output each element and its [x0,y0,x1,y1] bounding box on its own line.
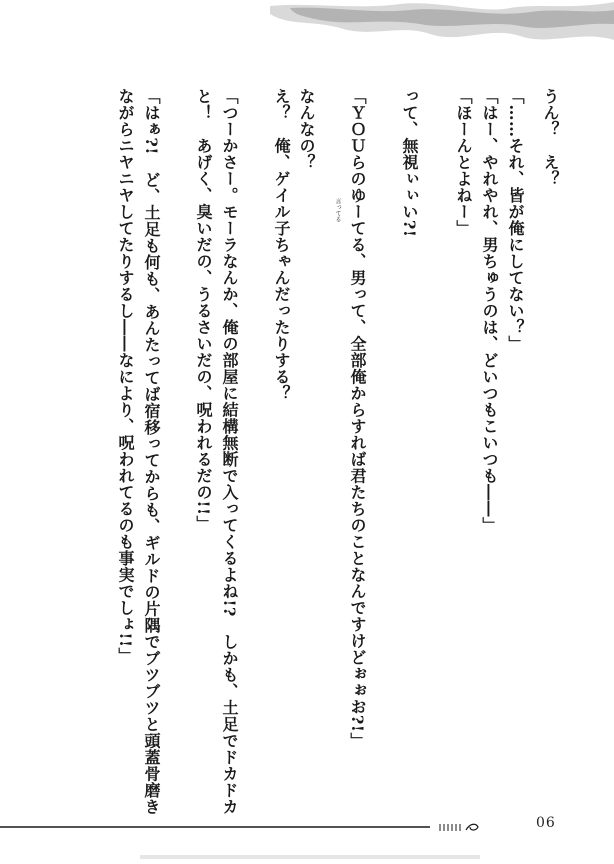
text-line: うん？ え？ [541,88,560,187]
page-number: 06 [536,815,556,831]
text-line: え？ 俺、ゲイル子ちゃんだったりする？ [272,88,291,402]
text-line: 「はー、やれやれ、男ちゅうのは、どいつもこいつも――」 [480,88,499,534]
text-line: 「ほーんとよねー」 [454,88,473,237]
vertical-text-body [58,88,560,815]
footer-rule-ornament [0,822,480,832]
text-line: って、無視ぃぃい?! [400,88,419,238]
text-line: 「つーかさー。モーラなんか、俺の部屋に結構無断で入ってくるよね!? しかも、土足でドカドカ [220,88,239,815]
bleed-through-decoration [140,852,480,862]
text-line: 「……それ、皆が俺にしてない？」 [506,88,525,352]
text-line: 「ＹＯＵらのゆーてる、男って、全部俺からすれば君たちのことなんですけどぉぉお?!」 [348,88,367,749]
ink-splash-decoration [250,0,614,56]
ruby-annotation: 言ってる [334,198,341,222]
text-line: ながらニヤニヤしてたりするし――なにより、呪われてるのも事実でしょ!!」 [116,88,135,665]
text-line: なんなの？ [297,88,316,171]
text-line: 「はぁ?! ど、土足も何も、あんたってば宿移ってからも、ギルドの片隅でブツブツと頭蓋骨磨き [142,88,161,815]
text-line: と！ あげく、臭いだの、うるさいだの、呪われるだの!!」 [194,88,213,533]
